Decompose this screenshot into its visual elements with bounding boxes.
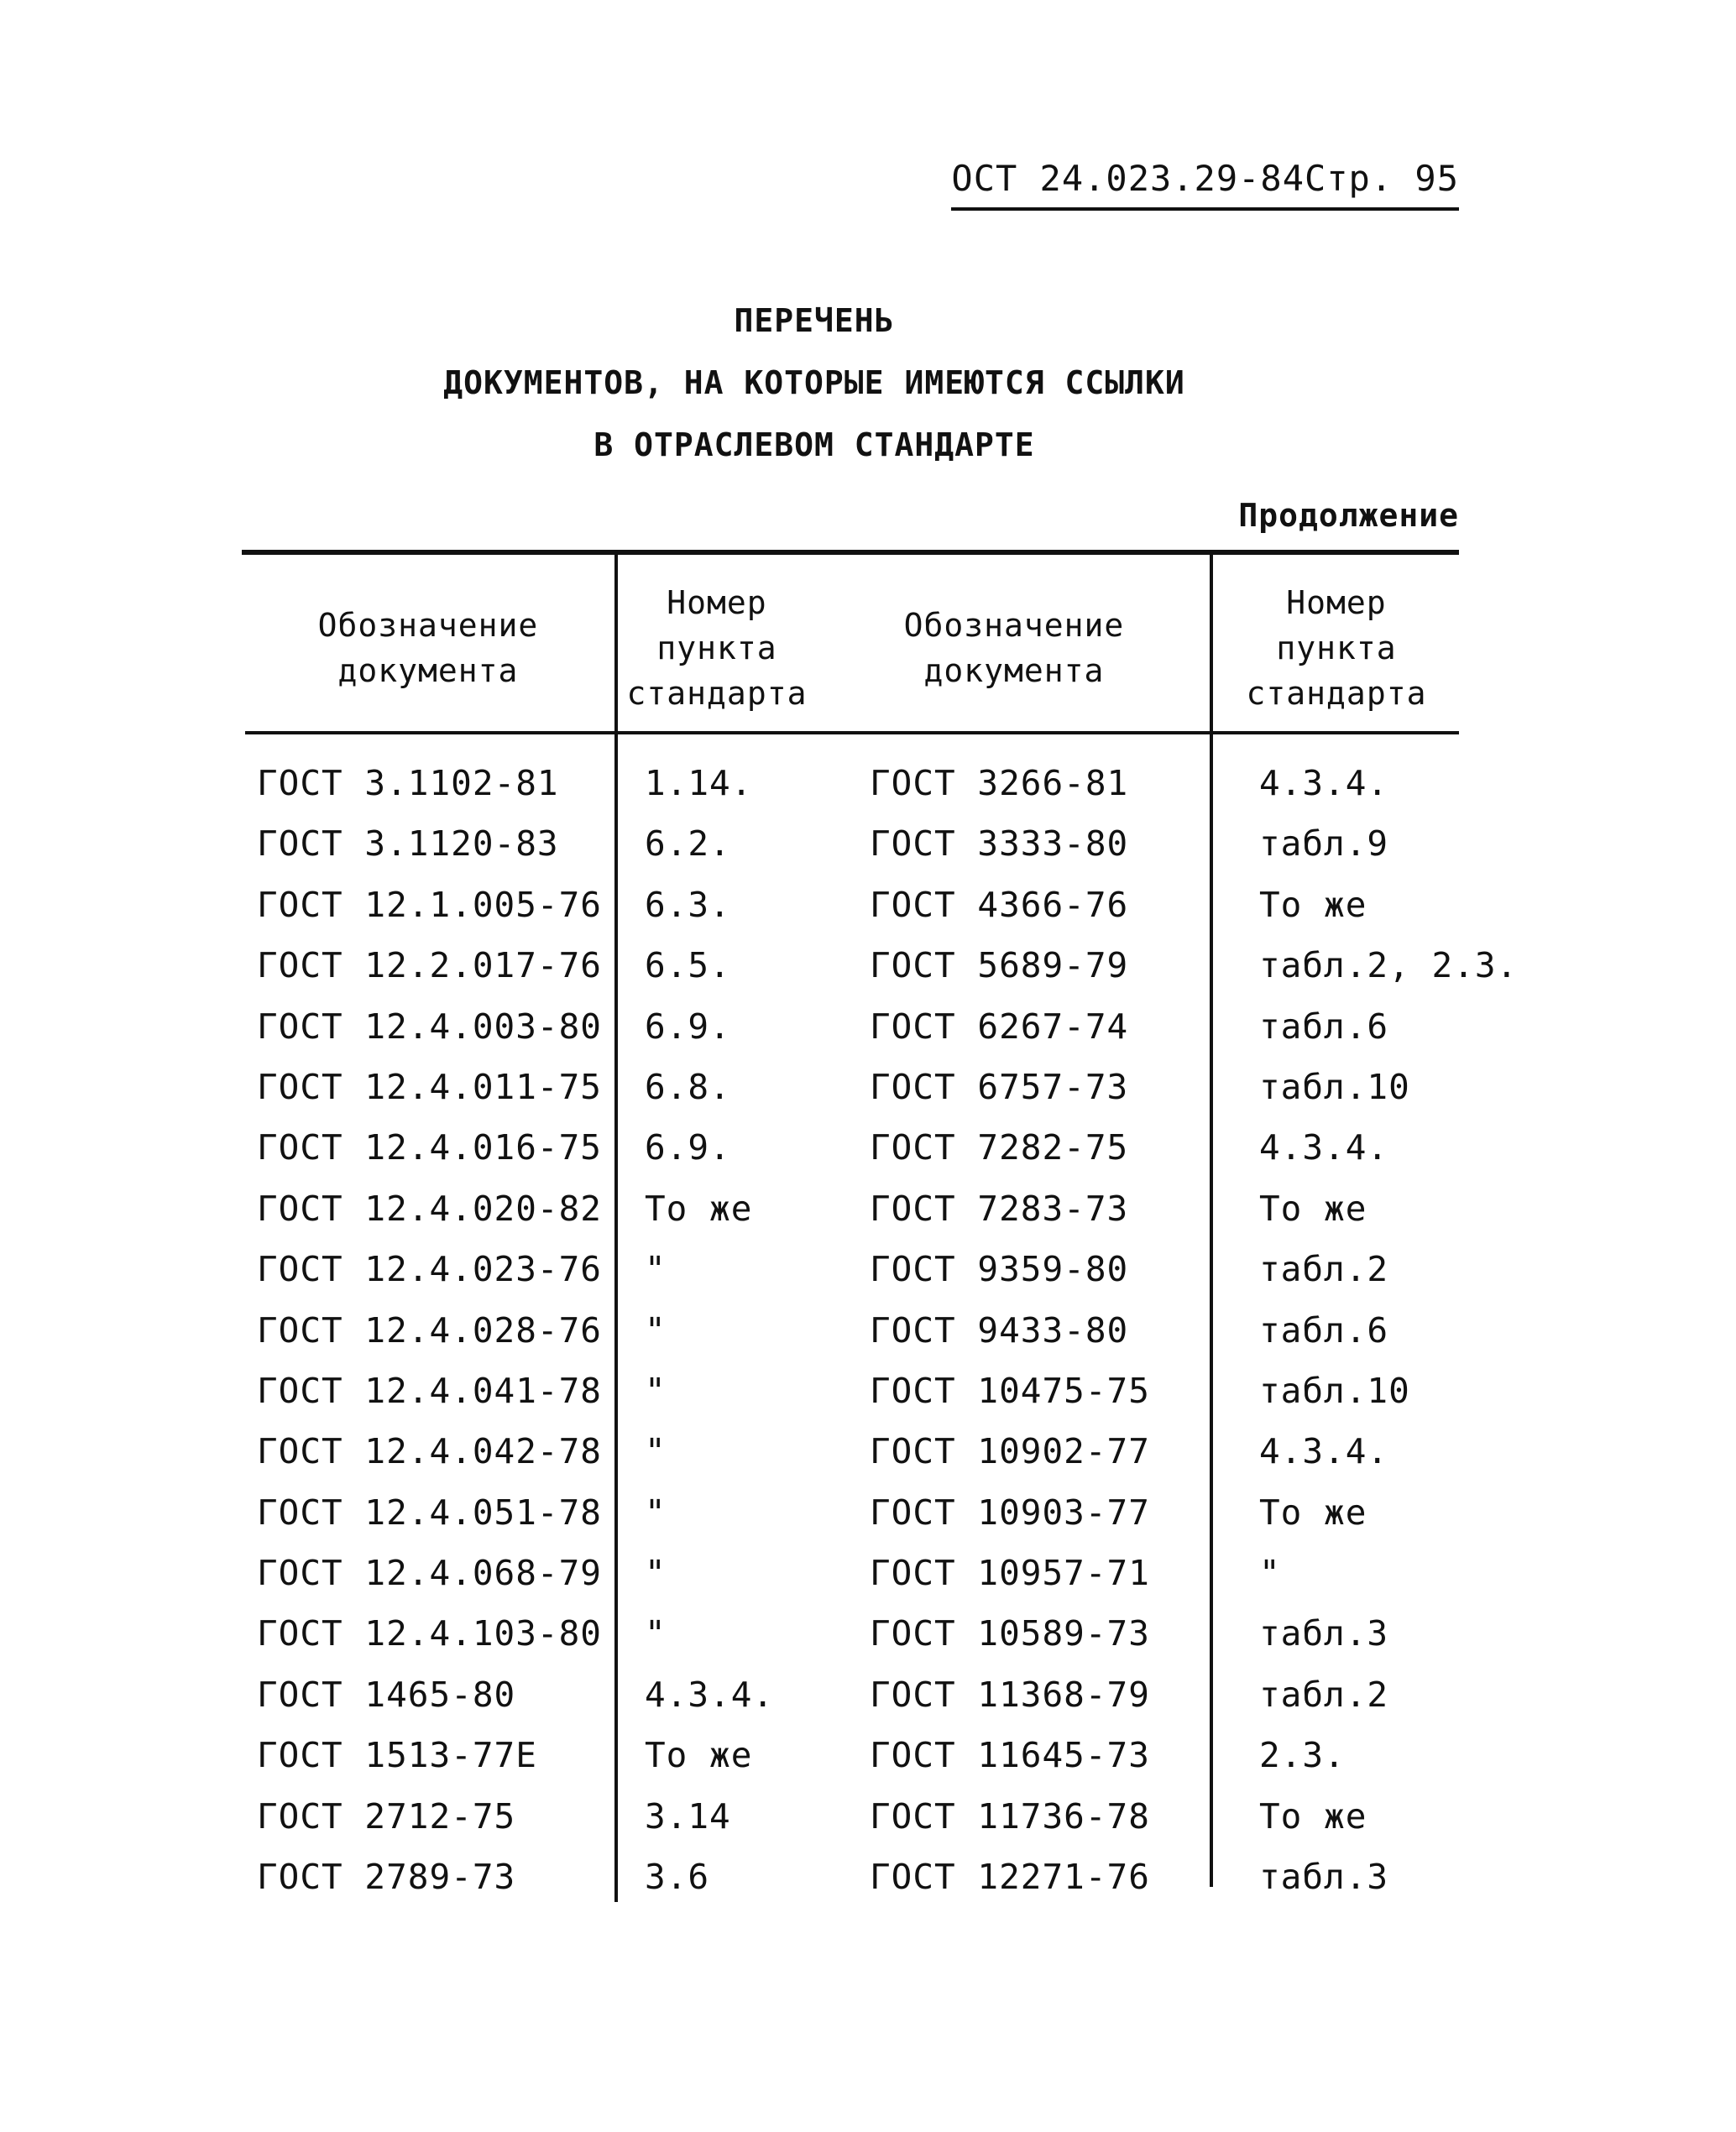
header-bottom-rule: [245, 731, 1459, 734]
cell-clause-2: То же: [1259, 1188, 1367, 1229]
cell-clause-2: табл.3: [1259, 1613, 1389, 1654]
table-row: [242, 1187, 1459, 1247]
cell-document-1: ГОСТ 2789-73: [257, 1857, 516, 1898]
cell-document-1: ГОСТ 12.4.041-78: [257, 1370, 602, 1411]
table-row: [242, 822, 1459, 882]
cell-document-1: ГОСТ 12.4.003-80: [257, 1006, 602, 1047]
cell-clause-1: 6.5.: [645, 945, 731, 986]
cell-document-2: ГОСТ 7283-73: [870, 1188, 1129, 1229]
cell-clause-2: табл.9: [1259, 823, 1389, 865]
table-row: [242, 1247, 1459, 1308]
cell-document-1: ГОСТ 1513-77Е: [257, 1735, 537, 1776]
cell-document-2: ГОСТ 6757-73: [870, 1066, 1129, 1107]
cell-document-2: ГОСТ 11736-78: [870, 1795, 1150, 1837]
table-row: [242, 1733, 1459, 1794]
cell-document-1: ГОСТ 12.2.017-76: [257, 945, 602, 986]
continuation-label: Продолжение: [1238, 497, 1459, 534]
cell-document-2: ГОСТ 9433-80: [870, 1309, 1129, 1351]
cell-clause-1: ": [645, 1553, 667, 1594]
cell-document-1: ГОСТ 12.4.023-76: [257, 1249, 602, 1290]
table-row: [242, 1491, 1459, 1551]
cell-document-1: ГОСТ 12.4.020-82: [257, 1188, 602, 1229]
cell-document-1: ГОСТ 12.1.005-76: [257, 884, 602, 925]
cell-document-2: ГОСТ 10589-73: [870, 1613, 1150, 1654]
cell-clause-2: табл.2: [1259, 1674, 1389, 1715]
cell-document-2: ГОСТ 4366-76: [870, 884, 1129, 925]
cell-clause-2: табл.2, 2.3.: [1259, 945, 1519, 986]
cell-document-2: ГОСТ 11368-79: [870, 1674, 1150, 1715]
document-reference: ОСТ 24.023.29-84Стр. 95: [951, 158, 1459, 211]
cell-document-2: ГОСТ 9359-80: [870, 1249, 1129, 1290]
table-body: [242, 761, 1519, 1915]
cell-document-1: ГОСТ 1465-80: [257, 1674, 516, 1715]
table-row: [242, 1309, 1459, 1369]
table-row: [242, 1795, 1459, 1855]
cell-document-1: ГОСТ 3.1102-81: [257, 763, 559, 803]
table-row: [242, 1673, 1459, 1733]
cell-clause-1: То же: [645, 1188, 753, 1229]
table-top-rule: [242, 550, 1459, 555]
table-row: [242, 943, 1519, 1004]
cell-clause-2: табл.10: [1259, 1370, 1410, 1411]
cell-clause-1: 3.6: [645, 1857, 710, 1898]
cell-document-2: ГОСТ 10957-71: [870, 1553, 1150, 1594]
table-row: [242, 1612, 1459, 1672]
table-row: [242, 761, 1459, 822]
cell-clause-1: 6.9.: [645, 1006, 731, 1047]
table-row: [242, 883, 1459, 943]
header-clause-number-1: Номер пункта стандарта: [626, 584, 808, 712]
cell-document-2: ГОСТ 6267-74: [870, 1006, 1129, 1047]
cell-clause-2: То же: [1259, 884, 1367, 925]
cell-clause-2: табл.3: [1259, 1857, 1389, 1898]
header-clause-number-2: Номер пункта стандарта: [1246, 584, 1427, 712]
cell-document-1: ГОСТ 12.4.103-80: [257, 1613, 602, 1654]
cell-clause-1: 6.9.: [645, 1127, 731, 1168]
cell-clause-2: 4.3.4.: [1259, 1431, 1389, 1472]
table-row: [242, 1005, 1459, 1065]
header-document-designation-2: Обозначение документа: [903, 607, 1125, 689]
cell-document-2: ГОСТ 11645-73: [870, 1735, 1150, 1776]
table-row: [242, 1551, 1459, 1612]
cell-clause-1: ": [645, 1370, 667, 1411]
table-row: [242, 1855, 1459, 1915]
cell-document-2: ГОСТ 10903-77: [870, 1492, 1150, 1533]
cell-document-2: ГОСТ 12271-76: [870, 1857, 1150, 1898]
cell-document-1: ГОСТ 12.4.051-78: [257, 1492, 602, 1533]
cell-clause-1: То же: [645, 1735, 753, 1776]
cell-clause-1: ": [645, 1249, 667, 1290]
cell-clause-2: То же: [1259, 1795, 1367, 1837]
header-document-designation-1: Обозначение документа: [317, 607, 539, 689]
cell-document-1: ГОСТ 12.4.068-79: [257, 1553, 602, 1594]
document-title: [0, 290, 1629, 476]
cell-clause-1: 1.14.: [645, 763, 753, 803]
cell-document-1: ГОСТ 12.4.011-75: [257, 1066, 602, 1107]
cell-document-1: ГОСТ 2712-75: [257, 1795, 516, 1837]
table-row: [242, 1429, 1459, 1490]
cell-clause-1: 3.14: [645, 1795, 731, 1837]
cell-clause-2: 2.3.: [1259, 1735, 1346, 1776]
cell-document-1: ГОСТ 12.4.042-78: [257, 1431, 602, 1472]
cell-clause-2: табл.10: [1259, 1066, 1410, 1107]
cell-clause-2: 4.3.4.: [1259, 1127, 1389, 1168]
cell-document-2: ГОСТ 3333-80: [870, 823, 1129, 865]
cell-clause-2: 4.3.4.: [1259, 763, 1389, 803]
cell-clause-2: ": [1259, 1553, 1281, 1594]
cell-clause-2: табл.6: [1259, 1309, 1389, 1351]
cell-document-2: ГОСТ 3266-81: [870, 763, 1129, 803]
cell-document-1: ГОСТ 3.1120-83: [257, 823, 559, 865]
cell-document-1: ГОСТ 12.4.016-75: [257, 1127, 602, 1168]
cell-clause-1: ": [645, 1431, 667, 1472]
cell-document-1: ГОСТ 12.4.028-76: [257, 1309, 602, 1351]
cell-document-2: ГОСТ 10475-75: [870, 1370, 1150, 1411]
cell-clause-1: ": [645, 1613, 667, 1654]
references-table: [242, 550, 1519, 1898]
cell-document-2: ГОСТ 7282-75: [870, 1127, 1129, 1168]
cell-clause-1: 6.8.: [645, 1066, 731, 1107]
table-row: [242, 1126, 1459, 1186]
cell-clause-1: ": [645, 1309, 667, 1351]
cell-document-2: ГОСТ 5689-79: [870, 945, 1129, 986]
title-line-2: ДОКУМЕНТОВ, НА КОТОРЫЕ ИМЕЮТСЯ ССЫЛКИ: [443, 364, 1185, 401]
cell-clause-1: 4.3.4.: [645, 1674, 775, 1715]
title-line-3: В ОТРАСЛЕВОМ СТАНДАРТЕ: [593, 426, 1035, 463]
cell-clause-1: 6.2.: [645, 823, 731, 865]
title-line-1: ПЕРЕЧЕНЬ: [734, 302, 895, 339]
cell-clause-1: ": [645, 1492, 667, 1533]
cell-clause-2: табл.6: [1259, 1006, 1389, 1047]
table-row: [242, 1065, 1459, 1126]
cell-clause-1: 6.3.: [645, 884, 731, 925]
table-row: [242, 1369, 1459, 1429]
cell-clause-2: То же: [1259, 1492, 1367, 1533]
cell-document-2: ГОСТ 10902-77: [870, 1431, 1150, 1472]
cell-clause-2: табл.2: [1259, 1249, 1389, 1290]
